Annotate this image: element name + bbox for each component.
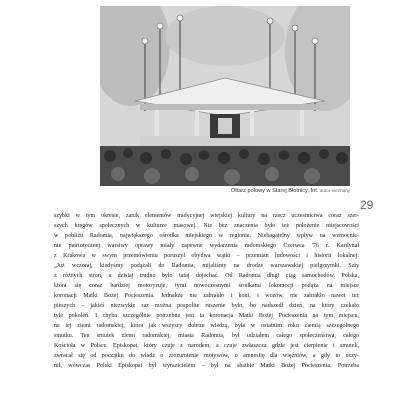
text-line: pieszych – jakieś niezwykłe raz można pospolite ruszenie było, bo nadszedł dzień, na który czekało (54, 303, 359, 309)
text-line: w pobliżu Radomia, największego ośrodka miejskiego w regionie. Niebagatelny wpływ na wzmocnie- (54, 233, 359, 239)
page-number: 29 (360, 198, 374, 212)
text-line: szybki w tym okresie, zanik elementów tradycyjnej wiejskiej kultury na rzecz uczestnictwa coraz szer- (54, 213, 359, 219)
text-line: z Krakowa w swym przemówieniu poruszył obydwa wątki – przemian ludowości i historii lokalnej: (54, 253, 359, 259)
text-line: szych kręgów społecznych w kulturze masowej. Nie bez znaczenia było też położenie miejscowości (54, 223, 359, 229)
text-line: tyle pokoleń. I chyba szczególnie potrzebne jest ta koronacja Matki Bożej Pocieszenia na tym miejscu, (54, 313, 359, 319)
text-line: „Już wczoraj, kiedyśmy podążali do Radomia, mijaliśmy na drodze warszawskiej pielgrzymki. Szły (54, 263, 359, 269)
altar-photo-drawing (100, 6, 350, 186)
body-text (54, 211, 359, 371)
text-line: na tej ziemi radomskiej, która jak wszyscy dobrze wiedzą, była w ostatnim roku ziemią szczególnego (54, 323, 359, 329)
photo-caption (100, 188, 350, 194)
caption-credit: autor nieznany (319, 188, 350, 193)
text-line: smutku. Ten smutek ziemi radomskiej, miasta Radomia, był udziałem całego społeczeństwa, całego (54, 333, 359, 339)
text-line: koronacji Matki Bożej Pocieszenia. Jednakże nie zabrakło i koni, i wozów, nie zabrakło nawet też (54, 293, 359, 299)
text-line: zwracał się od początku do władz o zrozumienie motywów, o amnestię dla więźniów, a gdy to uczy- (54, 353, 359, 359)
text-line: Kościoła w Polsce. Episkopat, który czuje z narodem, a czuje zwłaszcza gdzie jest cierpienie i smutek, (54, 343, 359, 349)
text-line: z różnych stron, a dzisiaj trudno było tutaj dojechać. Od Radomia długi ciąg samochodów. Polska, (54, 273, 359, 279)
text-line: nił, wówczas Polski Episkopat był wyrazicielem – był na służbie Matki Bożej Pocieszenia. Potrzeba (54, 363, 359, 369)
text-line: nie patriotycznej warstwy oprawy miały zapewne wydarzenia radomskiego Czerwca '76 r. Kardynał (54, 243, 359, 249)
text-line: która się coraz bardziej motoryzuje, tymi nowoczesnymi środkami lokomocji podąża na miejsce (54, 283, 359, 289)
altar-photo (100, 6, 350, 186)
caption-text: Ołtarz polowy w Starej Błotnicy, fot. (231, 188, 320, 194)
